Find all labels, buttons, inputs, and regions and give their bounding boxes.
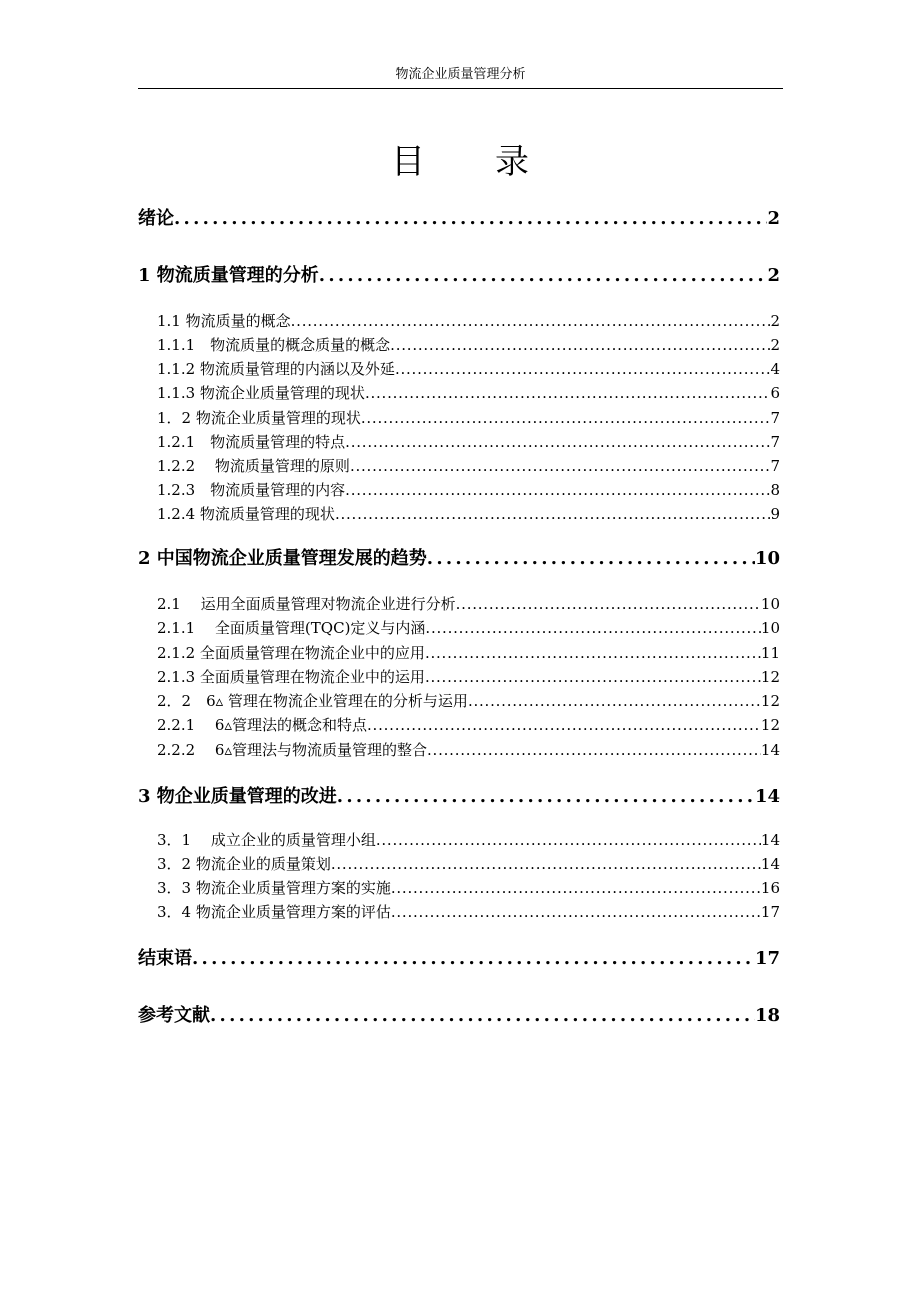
toc-entry[interactable] bbox=[157, 432, 780, 452]
toc-entry-page: 10 bbox=[760, 595, 780, 613]
toc-entry[interactable] bbox=[157, 383, 780, 403]
toc-entry[interactable] bbox=[138, 264, 780, 288]
toc-dot-leader bbox=[210, 1004, 755, 1028]
toc-entry[interactable] bbox=[157, 456, 780, 476]
toc-dot-leader bbox=[427, 547, 755, 571]
toc-entry-page: 17 bbox=[754, 948, 780, 969]
toc-entry-label: 1.2.4 物流质量管理的现状 bbox=[157, 505, 335, 523]
toc-entry-page: 14 bbox=[760, 741, 780, 759]
toc-entry[interactable] bbox=[157, 311, 780, 331]
toc-entry-page: 12 bbox=[760, 716, 780, 734]
toc-dot-leader bbox=[390, 335, 770, 355]
toc-dot-leader bbox=[337, 785, 755, 809]
toc-dot-leader bbox=[376, 830, 761, 850]
toc-entry-page: 2 bbox=[770, 312, 780, 330]
toc-dot-leader bbox=[291, 311, 771, 331]
toc-entry[interactable] bbox=[138, 207, 780, 231]
toc-entry[interactable] bbox=[157, 667, 780, 687]
toc-dot-leader bbox=[391, 878, 761, 898]
toc-entry-page: 2 bbox=[767, 208, 780, 229]
toc-entry[interactable] bbox=[138, 947, 780, 971]
toc-entry-label: 2 中国物流企业质量管理发展的趋势 bbox=[138, 548, 427, 569]
toc-entry-page: 14 bbox=[760, 831, 780, 849]
toc-dot-leader bbox=[395, 359, 771, 379]
toc-entry-page: 7 bbox=[770, 433, 780, 451]
toc-entry-label: 1 物流质量管理的分析 bbox=[138, 265, 319, 286]
toc-entry[interactable] bbox=[138, 785, 780, 809]
toc-dot-leader bbox=[350, 456, 771, 476]
toc-entry-page: 11 bbox=[760, 644, 780, 662]
toc-entry-page: 7 bbox=[770, 409, 780, 427]
toc-entry-page: 7 bbox=[770, 457, 780, 475]
toc-entry-label: 3．3 物流企业质量管理方案的实施 bbox=[157, 879, 391, 897]
toc-entry-page: 9 bbox=[770, 505, 780, 523]
toc-entry[interactable] bbox=[157, 740, 780, 760]
header-rule bbox=[138, 88, 783, 89]
toc-entry-label: 2.2.2 6▵管理法与物流质量管理的整合 bbox=[157, 741, 428, 759]
toc-entry[interactable] bbox=[157, 335, 780, 355]
toc-entry[interactable] bbox=[157, 715, 780, 735]
toc-entry-label: 1.1.3 物流企业质量管理的现状 bbox=[157, 384, 365, 402]
toc-entry-label: 1.1 物流质量的概念 bbox=[157, 312, 291, 330]
toc-entry[interactable] bbox=[157, 691, 780, 711]
toc-dot-leader bbox=[361, 408, 771, 428]
toc-entry-label: 2．2 6▵ 管理在物流企业管理在的分析与运用 bbox=[157, 692, 468, 710]
toc-dot-leader bbox=[391, 902, 761, 922]
toc-dot-leader bbox=[319, 264, 768, 288]
toc-dot-leader bbox=[425, 618, 760, 638]
page-header: 物流企业质量管理分析 bbox=[395, 67, 526, 82]
toc-entry-page: 4 bbox=[770, 360, 780, 378]
toc-entry[interactable] bbox=[157, 830, 780, 850]
toc-entry[interactable] bbox=[157, 902, 780, 922]
toc-entry-label: 2.1.1 全面质量管理(TQC)定义与内涵 bbox=[157, 619, 426, 637]
toc-entry-label: 结束语 bbox=[138, 948, 192, 969]
toc-dot-leader bbox=[367, 715, 761, 735]
toc-entry-page: 10 bbox=[760, 619, 780, 637]
toc-entry-label: 1.1.2 物流质量管理的内涵以及外延 bbox=[157, 360, 395, 378]
toc-entry-page: 8 bbox=[770, 481, 780, 499]
toc-dot-leader bbox=[427, 740, 761, 760]
toc-entry[interactable] bbox=[157, 618, 780, 638]
toc-entry[interactable] bbox=[157, 504, 780, 524]
toc-entry-label: 绪论 bbox=[138, 208, 174, 229]
toc-entry-page: 14 bbox=[760, 855, 780, 873]
toc-entry[interactable] bbox=[157, 408, 780, 428]
toc-dot-leader bbox=[345, 480, 770, 500]
toc-entry-page: 12 bbox=[760, 668, 780, 686]
toc-dot-leader bbox=[456, 594, 761, 614]
toc-entry-page: 14 bbox=[754, 786, 780, 807]
toc-dot-leader bbox=[174, 207, 767, 231]
toc-entry[interactable] bbox=[138, 547, 780, 571]
toc-entry-page: 2 bbox=[767, 265, 780, 286]
toc-entry-label: 3 物企业质量管理的改进 bbox=[138, 786, 337, 807]
toc-dot-leader bbox=[365, 383, 771, 403]
toc-entry-label: 2.1.3 全面质量管理在物流企业中的运用 bbox=[157, 668, 425, 686]
toc-entry[interactable] bbox=[157, 878, 780, 898]
toc-entry[interactable] bbox=[157, 359, 780, 379]
toc-dot-leader bbox=[425, 667, 761, 687]
toc-entry-page: 2 bbox=[770, 336, 780, 354]
toc-entry-label: 1.2.1 物流质量管理的特点 bbox=[157, 433, 346, 451]
toc-entry-page: 6 bbox=[770, 384, 780, 402]
toc-entry-page: 10 bbox=[754, 548, 780, 569]
toc-entry-page: 17 bbox=[760, 903, 780, 921]
toc-entry-label: 1.1.1 物流质量的概念质量的概念 bbox=[157, 336, 391, 354]
toc-entry-label: 2.2.1 6▵管理法的概念和特点 bbox=[157, 716, 368, 734]
toc-entry-page: 18 bbox=[754, 1005, 780, 1026]
toc-dot-leader bbox=[331, 854, 761, 874]
toc-dot-leader bbox=[345, 432, 770, 452]
toc-dot-leader bbox=[335, 504, 771, 524]
toc-title: 目录 bbox=[391, 142, 599, 182]
toc-entry-label: 3．2 物流企业的质量策划 bbox=[157, 855, 331, 873]
toc-entry-label: 参考文献 bbox=[138, 1005, 210, 1026]
toc-entry-label: 2.1.2 全面质量管理在物流企业中的应用 bbox=[157, 644, 425, 662]
toc-entry-label: 1.2.2 物流质量管理的原则 bbox=[157, 457, 350, 475]
toc-dot-leader bbox=[192, 947, 755, 971]
toc-entry-label: 2.1 运用全面质量管理对物流企业进行分析 bbox=[157, 595, 456, 613]
toc-entry[interactable] bbox=[157, 854, 780, 874]
toc-entry[interactable] bbox=[157, 643, 780, 663]
toc-entry-page: 16 bbox=[760, 879, 780, 897]
toc-entry[interactable] bbox=[138, 1004, 780, 1028]
toc-entry-label: 3．1 成立企业的质量管理小组 bbox=[157, 831, 376, 849]
toc-entry-label: 3．4 物流企业质量管理方案的评估 bbox=[157, 903, 391, 921]
toc-entry-label: 1．2 物流企业质量管理的现状 bbox=[157, 409, 361, 427]
toc-dot-leader bbox=[425, 643, 761, 663]
toc-entry-label: 1.2.3 物流质量管理的内容 bbox=[157, 481, 346, 499]
toc-entry[interactable] bbox=[157, 480, 780, 500]
toc-entry[interactable] bbox=[157, 594, 780, 614]
toc-dot-leader bbox=[468, 691, 761, 711]
toc-entry-page: 12 bbox=[760, 692, 780, 710]
